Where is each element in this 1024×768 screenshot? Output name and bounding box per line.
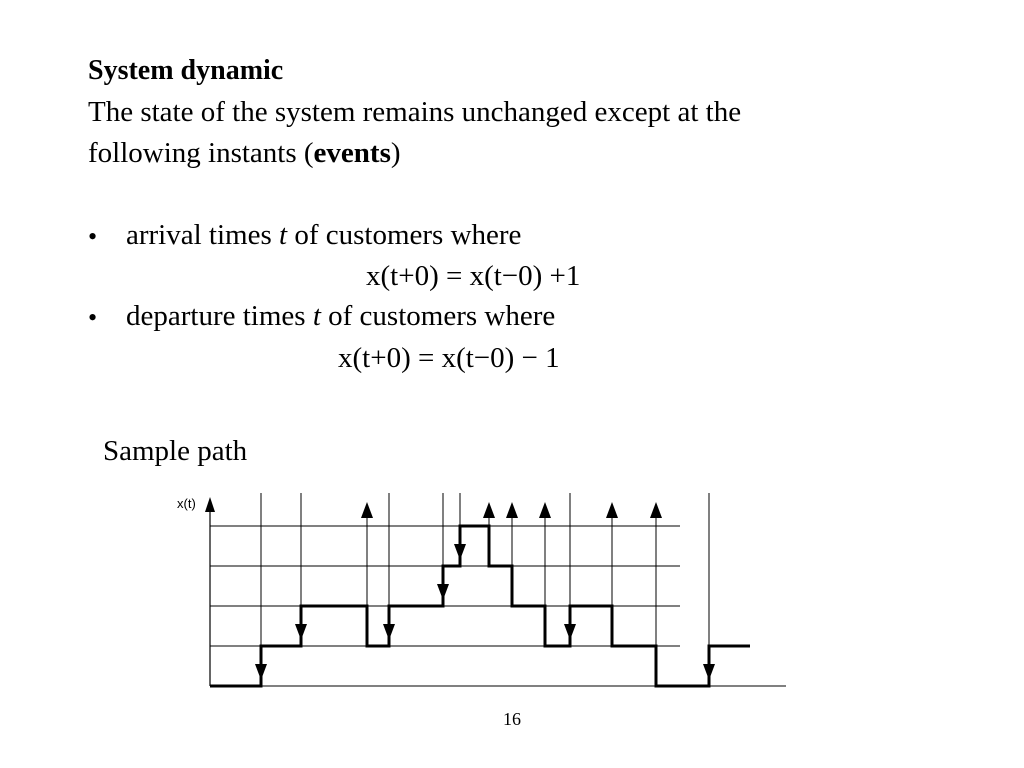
arrival-arrowhead [650, 502, 662, 518]
arrival-arrowhead [361, 502, 373, 518]
bullet-arrival-italic: t [279, 219, 288, 251]
intro-line-2-post: ) [390, 137, 401, 169]
y-axis-arrowhead [205, 497, 215, 512]
bullet-marker-arrival: • [88, 222, 98, 251]
slide-title: System dynamic [88, 55, 284, 86]
events-term: events [313, 137, 391, 169]
bullet-marker-departure: • [88, 303, 98, 332]
bullet-departure-post: of customers where [320, 300, 556, 332]
event-arrows [255, 493, 715, 682]
arrival-arrowhead [539, 502, 551, 518]
intro-line-1: The state of the system remains unchanged except at the [88, 96, 742, 128]
arrival-arrowhead [606, 502, 618, 518]
bullet-arrival-post: of customers where [287, 219, 522, 251]
departure-formula: x(t+0) = x(t−0) − 1 [338, 342, 560, 374]
intro-line-2-pre: following instants ( [88, 137, 314, 169]
arrival-formula: x(t+0) = x(t−0) +1 [366, 260, 581, 292]
page-number: 16 [503, 709, 521, 729]
bullet-arrival-pre: arrival times [126, 219, 280, 251]
sample-path-label: Sample path [103, 435, 248, 467]
arrival-arrowhead [506, 502, 518, 518]
arrival-arrowhead [483, 502, 495, 518]
y-axis-label: x(t) [177, 496, 196, 511]
bullet-departure-italic: t [312, 300, 321, 332]
grid-lines [210, 526, 786, 686]
bullet-departure-pre: departure times [126, 300, 313, 332]
